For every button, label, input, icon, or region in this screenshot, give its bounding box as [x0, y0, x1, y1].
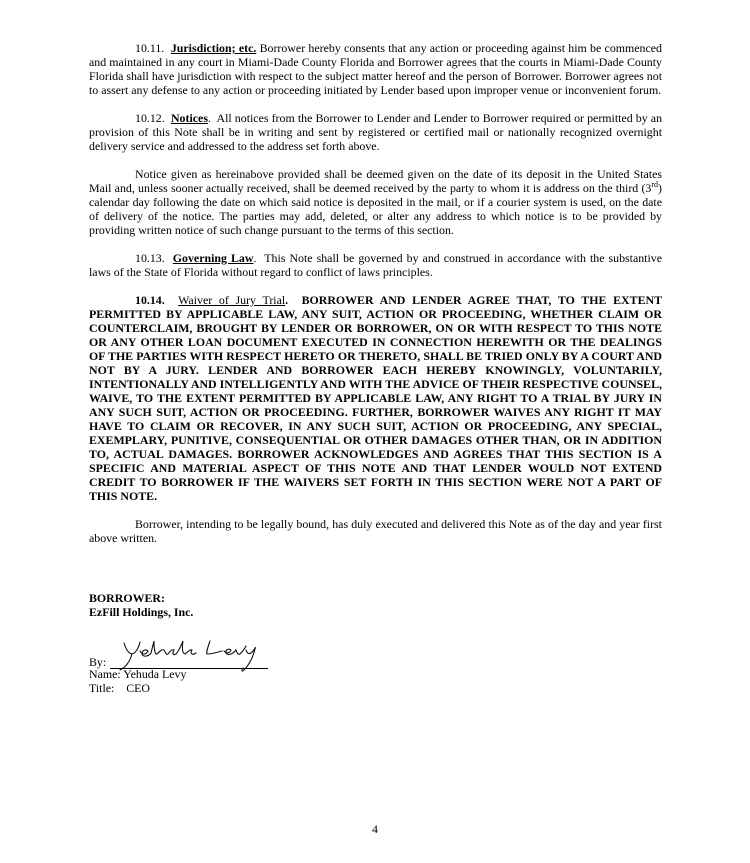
section-heading: Jurisdiction; etc. — [170, 41, 257, 55]
name-label: Name: — [89, 667, 121, 681]
section-heading: Waiver of Jury Trial — [178, 293, 286, 307]
signature-line-row — [89, 626, 389, 669]
by-label: By: — [89, 655, 107, 669]
section-number: 10.13. — [135, 251, 165, 265]
company-name: EzFill Holdings, Inc. — [89, 605, 194, 619]
party-label: BORROWER: — [89, 591, 165, 605]
title-value: CEO — [126, 681, 151, 695]
section-body: BORROWER AND LENDER AGREE THAT, TO THE EXTENT PERMITTED BY APPLICABLE LAW, ANY SUIT, ACTION OR PROCEEDING, WHETHER CLAIM OR COUNTERCLAIM, BROUGHT BY LENDER OR BORROWER, ON OR WITH RESPECT TO THIS NOTE OR ANY OTHER LOAN DOCUMENT EXECUTED IN CONNECTION HEREWITH OR THE DEALINGS OF THE PARTIES WITH RESPECT HERETO OR THERETO, SHALL BE TRIED ONLY BY A COURT AND NOT BY A JURY. LENDER AND BORROWER EACH HEREBY KNOWINGLY, VOLUNTARILY, INTENTIONALLY AND INTELLIGENTLY AND WITH THE ADVICE OF THEIR RESPECTIVE COUNSEL, WAIVE, TO THE EXTENT PERMITTED BY APPLICABLE LAW, ANY RIGHT TO A TRIAL BY JURY IN ANY SUCH SUIT, ACTION OR PROCEEDING. FURTHER, BORROWER WAIVES ANY RIGHT IT MAY HAVE TO CLAIM OR RECOVER, IN ANY SUCH SUIT, ACTION OR PROCEEDING, ANY SPECIAL, EXEMPLARY, PUNITIVE, CONSEQUENTIAL OR OTHER DAMAGES OTHER THAN, OR IN ADDITION TO, ACTUAL DAMAGES. BORROWER ACKNOWLEDGES AND AGREES THAT THIS SECTION IS A SPECIFIC AND MATERIAL ASPECT OF THIS NOTE AND THAT LENDER WOULD NOT EXTEND CREDIT TO BORROWER IF THE WAIVERS SET FORTH IN THIS SECTION WERE NOT A PART OF THIS NOTE. — [89, 293, 663, 503]
section-body: All notices from the Borrower to Lender and Lender to Borrower required or permitted by an provision of this Note shall be in writing and sent by registered or certified mail or nationally recognized overnight delivery service and addressed to the address set forth above. — [89, 111, 663, 153]
signature-text: Yehuda Levy — [112, 626, 176, 640]
section-10-12: 10.12. Notices. All notices from the Borrower to Lender and Lender to Borrower required or permitted by an provision of this Note shall be in writing and sent by registered or certified mail or nationally recognized overnight delivery service and addressed to the address set forth above. — [89, 111, 663, 153]
notice-text-1: Notice given as hereinabove provided shall be deemed given on the date of its deposit in the United States Mail and, unless sooner actually received, shall be deemed received by the party to whom it is address on the third (3 — [89, 167, 662, 195]
notice-superscript: rd — [651, 180, 659, 190]
signature-block — [89, 591, 389, 695]
title-row — [89, 681, 389, 695]
closing-paragraph: Borrower, intending to be legally bound, has duly executed and delivered this Note as of the day and year first above written. — [89, 517, 662, 545]
section-body: This Note shall be governed by and construed in accordance with the substantive laws of the State of Florida without regard to conflict of laws principles. — [89, 251, 663, 279]
section-10-14: 10.14. Waiver of Jury Trial. BORROWER AND LENDER AGREE THAT, TO THE EXTENT PERMITTED BY APPLICABLE LAW, ANY SUIT, ACTION OR PROCEEDING, WHETHER CLAIM OR COUNTERCLAIM, BROUGHT BY LENDER OR BORROWER, ON OR WITH RESPECT TO THIS NOTE OR ANY OTHER LOAN DOCUMENT EXECUTED IN CONNECTION HEREWITH OR THE DEALINGS OF THE PARTIES WITH RESPECT HERETO OR THERETO, SHALL BE TRIED ONLY BY A COURT AND NOT BY A JURY. LENDER AND BORROWER EACH HEREBY KNOWINGLY, VOLUNTARILY, INTENTIONALLY AND INTELLIGENTLY AND WITH THE ADVICE OF THEIR RESPECTIVE COUNSEL, WAIVE, TO THE EXTENT PERMITTED BY APPLICABLE LAW, ANY RIGHT TO A TRIAL BY JURY IN ANY SUCH SUIT, ACTION OR PROCEEDING. FURTHER, BORROWER WAIVES ANY RIGHT IT MAY HAVE TO CLAIM OR RECOVER, IN ANY SUCH SUIT, ACTION OR PROCEEDING, ANY SPECIAL, EXEMPLARY, PUNITIVE, CONSEQUENTIAL OR OTHER DAMAGES OTHER THAN, OR IN ADDITION TO, ACTUAL DAMAGES. BORROWER ACKNOWLEDGES AND AGREES THAT THIS SECTION IS A SPECIFIC AND MATERIAL ASPECT OF THIS NOTE AND THAT LENDER WOULD NOT EXTEND CREDIT TO BORROWER IF THE WAIVERS SET FORTH IN THIS SECTION WERE NOT A PART OF THIS NOTE. — [89, 293, 663, 503]
section-number: 10.11. — [135, 41, 165, 55]
section-heading: Governing Law — [172, 251, 254, 265]
section-10-13: 10.13. Governing Law. This Note shall be governed by and construed in accordance with the substantive laws of the State of Florida without regard to conflict of laws principles. — [89, 251, 663, 279]
page-number: 4 — [372, 822, 378, 836]
section-heading: Notices — [170, 111, 208, 125]
section-number: 10.12. — [135, 111, 165, 125]
section-body: Borrower hereby consents that any action or proceeding against him be commenced and maintained in any court in Miami-Dade County Florida and Borrower agrees that the courts in Miami-Dade County Florida shall have jurisdiction with respect to the subject matter hereof and the person of Borrower. Borrower agrees not to assert any defense to any action or proceeding initiated by Lender based upon improper venue or inconvenient forum. — [89, 41, 662, 97]
section-10-11 — [89, 41, 662, 97]
notice-paragraph — [89, 167, 662, 237]
title-label: Title: — [89, 681, 115, 695]
notice-text-2: ) calendar day following the date on which said notice is deposited in the mail, or if a courier system is used, on the date of delivery of the notice. The parties may add, deleted, or alter any address to which notice is to be provided by providing written notice of such change pursuant to the terms of this section. — [89, 181, 662, 237]
handwritten-signature — [112, 626, 282, 677]
document-page — [89, 41, 662, 559]
section-number: 10.14. — [135, 293, 165, 307]
name-value: Yehuda Levy — [123, 667, 187, 681]
